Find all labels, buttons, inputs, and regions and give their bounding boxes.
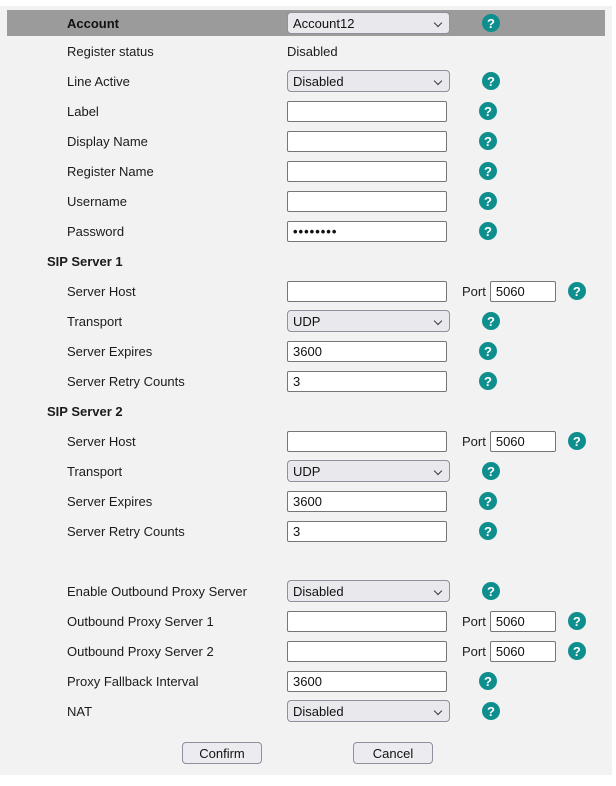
help-icon[interactable]: ?: [479, 102, 497, 120]
sip2-port-input[interactable]: [490, 431, 556, 452]
sip1-server-host-input[interactable]: [287, 281, 447, 302]
sip-server-1-heading: SIP Server 1: [47, 253, 123, 269]
register-name-row: [0, 156, 612, 186]
password-label: Password: [67, 223, 125, 239]
help-icon[interactable]: ?: [479, 522, 497, 540]
outbound-enable-select[interactable]: [287, 580, 450, 602]
register-name-label: Register Name: [67, 163, 154, 179]
username-row: [0, 186, 612, 216]
username-input[interactable]: [287, 191, 447, 212]
line-active-select[interactable]: [287, 70, 450, 92]
help-icon[interactable]: ?: [568, 282, 586, 300]
account-label: Account: [67, 15, 119, 31]
sip-server-2-heading: SIP Server 2: [47, 403, 123, 419]
register-status-row: [0, 36, 612, 66]
account-header-row: [7, 10, 605, 36]
cancel-button[interactable]: Cancel: [353, 742, 433, 764]
sip2-server-expires-label: Server Expires: [67, 493, 153, 509]
sip2-server-retry-label: Server Retry Counts: [67, 523, 185, 539]
sip2-server-host-row: [0, 426, 612, 456]
proxy-fallback-interval-input[interactable]: [287, 671, 447, 692]
sip2-transport-row: [0, 456, 612, 486]
sip1-server-retry-input[interactable]: [287, 371, 447, 392]
display-name-row: [0, 126, 612, 156]
sip2-port-label: Port: [462, 433, 486, 449]
username-label: Username: [67, 193, 127, 209]
help-icon[interactable]: ?: [479, 342, 497, 360]
help-icon[interactable]: ?: [568, 612, 586, 630]
sip2-server-retry-row: [0, 516, 612, 546]
help-icon[interactable]: ?: [479, 222, 497, 240]
sip1-port-input[interactable]: [490, 281, 556, 302]
outbound-proxy2-port-label: Port: [462, 643, 486, 659]
account-select[interactable]: [287, 12, 450, 34]
outbound-proxy2-input[interactable]: [287, 641, 447, 662]
sip2-server-host-label: Server Host: [67, 433, 136, 449]
section-spacer: [0, 546, 612, 576]
help-icon[interactable]: ?: [568, 432, 586, 450]
register-status-label: Register status: [67, 43, 154, 59]
help-icon[interactable]: ?: [568, 642, 586, 660]
sip2-transport-select[interactable]: [287, 460, 450, 482]
nat-select[interactable]: [287, 700, 450, 722]
display-name-label: Display Name: [67, 133, 148, 149]
outbound-proxy1-port-label: Port: [462, 613, 486, 629]
help-icon[interactable]: ?: [482, 702, 500, 720]
sip2-server-expires-input[interactable]: [287, 491, 447, 512]
sip2-server-expires-row: [0, 486, 612, 516]
sip2-server-retry-input[interactable]: [287, 521, 447, 542]
proxy-fallback-row: [0, 666, 612, 696]
help-icon[interactable]: ?: [479, 162, 497, 180]
sip1-port-label: Port: [462, 283, 486, 299]
sip1-server-retry-row: [0, 366, 612, 396]
sip1-transport-label: Transport: [67, 313, 123, 329]
password-row: [0, 216, 612, 246]
outbound-proxy2-port-input[interactable]: [490, 641, 556, 662]
outbound-proxy2-label: Outbound Proxy Server 2: [67, 643, 214, 659]
help-icon[interactable]: ?: [482, 14, 500, 32]
outbound-proxy1-row: [0, 606, 612, 636]
help-icon[interactable]: ?: [482, 72, 500, 90]
display-name-input[interactable]: [287, 131, 447, 152]
register-status-value: Disabled: [287, 43, 338, 59]
help-icon[interactable]: ?: [479, 132, 497, 150]
sip1-server-expires-row: [0, 336, 612, 366]
sip1-transport-select[interactable]: [287, 310, 450, 332]
sip1-server-expires-input[interactable]: [287, 341, 447, 362]
nat-row: [0, 696, 612, 726]
help-icon[interactable]: ?: [482, 462, 500, 480]
line-active-row: [0, 66, 612, 96]
confirm-button[interactable]: Confirm: [182, 742, 262, 764]
password-input[interactable]: [287, 221, 447, 242]
sip1-transport-row: [0, 306, 612, 336]
sip2-server-host-input[interactable]: [287, 431, 447, 452]
outbound-proxy1-input[interactable]: [287, 611, 447, 632]
help-icon[interactable]: ?: [482, 312, 500, 330]
sip1-server-host-label: Server Host: [67, 283, 136, 299]
sip1-server-expires-label: Server Expires: [67, 343, 153, 359]
help-icon[interactable]: ?: [479, 372, 497, 390]
outbound-proxy1-port-input[interactable]: [490, 611, 556, 632]
help-icon[interactable]: ?: [479, 492, 497, 510]
outbound-enable-label: Enable Outbound Proxy Server: [67, 583, 247, 599]
nat-label: NAT: [67, 703, 93, 719]
help-icon[interactable]: ?: [479, 192, 497, 210]
line-active-label: Line Active: [67, 73, 130, 89]
outbound-enable-row: [0, 576, 612, 606]
help-icon[interactable]: ?: [482, 582, 500, 600]
outbound-proxy1-label: Outbound Proxy Server 1: [67, 613, 214, 629]
action-button-row: [0, 742, 612, 764]
register-name-input[interactable]: [287, 161, 447, 182]
sip1-server-retry-label: Server Retry Counts: [67, 373, 185, 389]
label-row: [0, 96, 612, 126]
label-input[interactable]: [287, 101, 447, 122]
account-settings-page: [0, 6, 612, 775]
label-field-label: Label: [67, 103, 99, 119]
sip1-server-host-row: [0, 276, 612, 306]
help-icon[interactable]: ?: [479, 672, 497, 690]
sip2-transport-label: Transport: [67, 463, 123, 479]
outbound-proxy2-row: [0, 636, 612, 666]
proxy-fallback-label: Proxy Fallback Interval: [67, 673, 199, 689]
